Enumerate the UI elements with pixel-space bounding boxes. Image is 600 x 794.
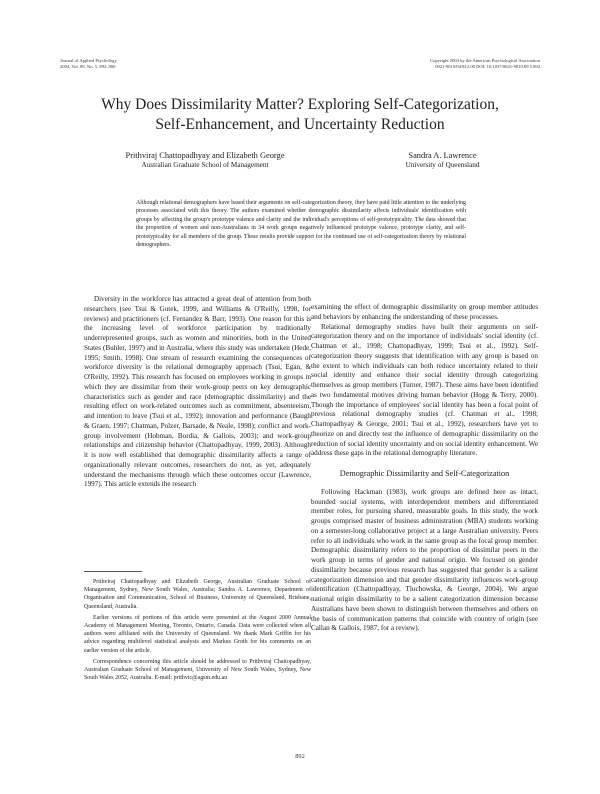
body-paragraph: Relational demography studies have built their arguments on self-categorization theory and on the importance of individuals' social identity (cf. Chatman et al., 1998; Chattopadhyay, 1999; Tsui et al., 1992). Self-categorization theory suggests that identification with any group is based on the extent to which individuals can both reduce uncertainty related to their social identity and enhance their social identity through categorizing themselves as group members (Turner, 1987). These aims have been identified as two fundamental motives driving human behavior (Hogg & Terry, 2000). Though the importance of employees' social identity has been a focal point of previous relational demography studies (cf. Chatman et al., 1998; Chattopadhyay & George, 2001; Tsui et al., 1992), researchers have yet to theorize on and directly test the influence of demographic dissimilarity on the reduction of social identity uncertainty and on social identity enhancement. We address these gaps in the relational demography literature. [311,322,538,458]
body-paragraph: Diversity in the workforce has attracted a great deal of attention from both researchers (see Tsui & Gutek, 1999, and Williams & O'Reilly, 1998, for reviews) and practitioners (cf. Fernandez & Barr, 1993). One reason for this is the increasing level of workforce participation by traditionally underrepresented groups, such as women and minorities, both in the United States (Buhler, 1997) and in Australia, where this study was undertaken (Hede, 1995; Smith, 1998). One stream of research examining the consequences of workforce diversity is the relational demography approach (Tsui, Egan, & O'Reilly, 1992). This research has focused on employees working in groups in which they are dissimilar from their work-group peers on key demographic characteristics such as gender and race (demographic dissimilarity) and the resulting effect on work-related outcomes such as commitment, absenteeism, and intention to leave (Tsui et al., 1992); innovation and performance (Baugh & Graen, 1997; Chatman, Polzer, Barsade, & Neale, 1998); conflict and work-group involvement (Hobman, Bordia, & Gallois, 2003); and work-group relationships and citizenship behavior (Chattopadhyay, 1999, 2003). Although it is now well established that demographic dissimilarity affects a range of organizationally relevant outcomes, researchers do not, as yet, adequately understand the mechanisms through which these outcomes occur (Lawrence, 1997). This article extends the research [84,295,311,489]
doi-line: 0021-9010/04/$12.00 DOI: 10.1037/0021-9010.89.5.892 [435,63,540,69]
body-paragraph: Following Hackman (1983), work groups are defined here as intact, bounded social systems, with interdependent members and differentiated member roles, for pursuing shared, measurable goals. In this study, the work groups comprised master of business administration (MBA) students working on a semester-long collaborative project at a large Australian university. Peers refer to all individuals who work in the same group as the focal group member. Demographic dissimilarity refers to the proportion of dissimilar peers in the work group in terms of gender and national origin. We focused on gender dissimilarity because previous research has suggested that gender is a salient categorization dimension and that gender dissimilarity influences work-group identification (Chattopadhyay, Tluchowska, & George, 2004). We argue national origin dissimilarity to be a salient categorization dimension because Australians have been shown to distinguish between themselves and others on the basis of communication patterns that coincide with country of origin (see Callan & Gallois, 1987, for a review). [311,487,538,633]
journal-header [60,58,117,69]
copyright-line: Copyright 2004 by the American Psychological Association [430,58,540,63]
copyright-header [430,58,540,69]
right-column [311,303,538,634]
title-line-1: Why Does Dissimilarity Matter? Exploring Self-Categorization, [101,96,499,113]
author-block-1 [60,151,350,170]
section-heading: Demographic Dissimilarity and Self-Categorization [339,469,510,478]
footnote-correspondence: Correspondence concerning this article should be addressed to Prithviraj Chattopadhyay, Australian Graduate School of Management, University of New South Wales, Sydney, New South Wales 2052, Australia. E-mail: prithvic@agsm.edu.au [84,658,311,682]
footnote-acknowledgments: Earlier versions of portions of this article were presented at the August 2000 Annual Academy of Management Meeting, Toronto, Ontario, Canada. Data were collected when all authors were affiliated with the University of Queensland. We thank Mark Griffin for his advice regarding multilevel statistical analysis and Markus Groth for his comments on an earlier version of the article. [84,614,311,654]
journal-volume: 2004, Vol. 89, No. 5, 892–900 [60,63,116,69]
title-line-2: Self-Enhancement, and Uncertainty Reduction [155,116,445,133]
abstract: Although relational demographers have based their arguments on self-categorization theory, they have paid little attention to the underlying processes associated with this theory. The authors examined whether demographic dissimilarity affects individuals' identification with groups by affecting the group's prototype valence and clarity and the individual's perceptions of self-prototypicality. The data showed that the proportion of women and non-Australians in 34 work groups negatively influenced prototype valence, prototype clarity, and self-prototypicality for all members of the group. These results provide support for the continued use of self-categorization theory by relational demographers. [136,200,466,249]
footnotes [84,578,311,685]
author-names: Prithviraj Chattopadhyay and Elizabeth George [125,151,285,160]
left-column [84,295,311,490]
footnote-rule [84,571,142,572]
body-paragraph: examining the effect of demographic dissimilarity on group member attitudes and behaviors by enhancing the understanding of these processes. [311,303,538,321]
page-number: 892 [295,753,305,760]
footnote-affiliations: Prithviraj Chattopadhyay and Elizabeth George, Australian Graduate School of Management, Sydney, New South Wales, Australia; Sandra A. Lawrence, Department of Organisation and Communication, School of Business, University of Queensland, Brisbane, Queensland, Australia. [84,579,311,610]
journal-name: Journal of Applied Psychology [60,58,117,63]
author-names: Sandra A. Lawrence [408,151,477,160]
author-affiliation: Australian Graduate School of Management [141,161,269,169]
author-block-2 [350,151,535,170]
author-affiliation: University of Queensland [405,161,480,169]
article-title [0,95,600,135]
